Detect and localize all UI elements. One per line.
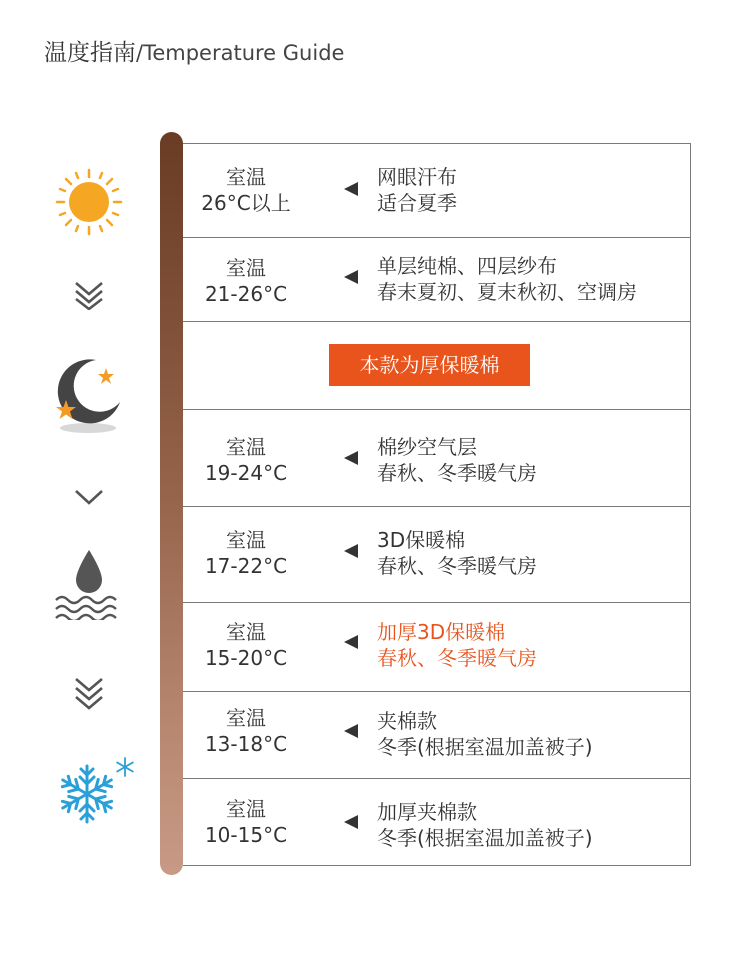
temp-label: 室温 — [226, 435, 266, 459]
arrow-left-icon — [344, 544, 358, 558]
desc-cell — [377, 708, 593, 760]
table-row-badge — [183, 321, 690, 409]
desc-cell — [377, 164, 457, 216]
table-row — [183, 237, 690, 321]
temp-label: 室温 — [226, 256, 266, 280]
temp-cell — [183, 434, 309, 486]
chevron-down-double-icon — [73, 676, 105, 714]
sun-icon — [54, 167, 124, 237]
temp-label: 室温 — [226, 528, 266, 552]
desc-cell — [377, 253, 637, 305]
arrow-left-icon — [344, 270, 358, 284]
temp-cell — [183, 255, 309, 307]
table-row — [183, 144, 690, 237]
water-drop-icon — [54, 548, 124, 620]
table-row — [183, 691, 690, 778]
fabric-name: 棉纱空气层 — [377, 435, 477, 459]
season-text: 春末夏初、夏末秋初、空调房 — [377, 280, 637, 304]
arrow-left-icon — [344, 635, 358, 649]
arrow-left-icon — [344, 451, 358, 465]
desc-cell — [377, 619, 537, 671]
temperature-gradient-bar — [160, 132, 183, 875]
temp-cell — [183, 164, 309, 216]
temp-range: 26°C以上 — [201, 191, 291, 215]
table-row — [183, 506, 690, 602]
chevron-down-icon — [73, 488, 105, 508]
temperature-table — [183, 143, 691, 866]
title-en: /Temperature Guide — [136, 41, 345, 65]
fabric-name: 加厚3D保暖棉 — [377, 620, 506, 644]
fabric-name: 网眼汗布 — [377, 165, 457, 189]
temp-label: 室温 — [226, 797, 266, 821]
temp-label: 室温 — [226, 706, 266, 730]
temp-range: 19-24°C — [204, 461, 288, 485]
temp-label: 室温 — [226, 620, 266, 644]
temp-label: 室温 — [226, 165, 266, 189]
arrow-left-icon — [344, 724, 358, 738]
current-product-badge: 本款为厚保暖棉 — [329, 344, 530, 386]
season-text: 冬季(根据室温加盖被子) — [377, 735, 593, 759]
temp-cell — [183, 796, 309, 848]
table-row — [183, 409, 690, 506]
temp-cell — [183, 527, 309, 579]
season-text: 冬季(根据室温加盖被子) — [377, 826, 593, 850]
temp-cell — [183, 705, 309, 757]
season-text: 春秋、冬季暖气房 — [377, 554, 537, 578]
season-text: 春秋、冬季暖气房 — [377, 461, 537, 485]
season-text: 适合夏季 — [377, 191, 457, 215]
fabric-name: 单层纯棉、四层纱布 — [377, 254, 557, 278]
temp-range: 15-20°C — [204, 646, 288, 670]
temp-range: 21-26°C — [204, 282, 288, 306]
arrow-left-icon — [344, 182, 358, 196]
snowflake-icon — [54, 756, 138, 826]
season-text: 春秋、冬季暖气房 — [377, 646, 537, 670]
fabric-name: 3D保暖棉 — [377, 528, 466, 552]
temp-cell — [183, 619, 309, 671]
fabric-name: 加厚夹棉款 — [377, 800, 477, 824]
desc-cell — [377, 799, 593, 851]
table-row — [183, 778, 690, 865]
temp-range: 17-22°C — [204, 554, 288, 578]
arrow-left-icon — [344, 815, 358, 829]
page-title — [44, 34, 344, 67]
temp-range: 13-18°C — [204, 732, 288, 756]
table-row-highlighted — [183, 602, 690, 691]
fabric-name: 夹棉款 — [377, 709, 437, 733]
moon-stars-icon — [52, 352, 126, 436]
title-zh: 温度指南 — [44, 40, 136, 66]
temp-range: 10-15°C — [204, 823, 288, 847]
chevron-down-double-icon — [73, 280, 105, 310]
desc-cell — [377, 527, 537, 579]
desc-cell — [377, 434, 537, 486]
